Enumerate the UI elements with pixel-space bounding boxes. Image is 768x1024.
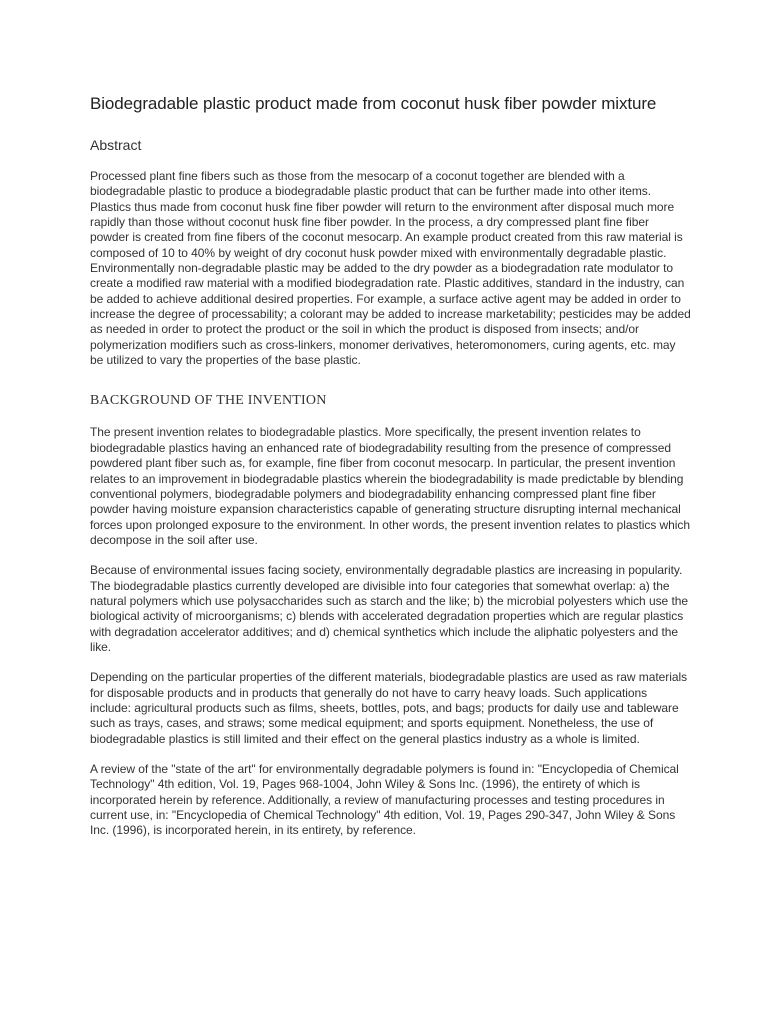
abstract-text: Processed plant fine fibers such as those from the mesocarp of a coconut together are blended with a biodegradable plastic to produce a biodegradable plastic product that can be further made into other items. Plastics thus made from coconut husk fine fiber powder will return to the environment after disposal much more rapidly than those without coconut husk fine fiber powder. In the process, a dry compressed plant fine fiber powder is created from fine fibers of the coconut mesocarp. An example product created from this raw material is composed of 10 to 40% by weight of dry coconut husk powder mixed with environmentally degradable plastic. Environmentally non-degradable plastic may be added to the dry powder as a biodegradation rate modulator to create a modified raw material with a modified biodegradation rate. Plastic additives, standard in the industry, can be added to achieve additional desired properties. For example, a surface active agent may be added in order to increase the degree of processability; a colorant may be added to increase marketability; pesticides may be added as needed in order to protect the product or the soil in which the product is disposed from insects; and/or polymerization modifiers such as cross-linkers, monomer derivatives, heteromonomers, curing agents, etc. may be utilized to vary the properties of the base plastic. — [90, 169, 691, 368]
background-paragraph: The present invention relates to biodegradable plastics. More specifically, the present invention relates to biodegradable plastics having an enhanced rate of biodegradability resulting from the presence of compressed powdered plant fiber such as, for example, fine fiber from coconut mesocarp. In particular, the present invention relates to an improvement in biodegradable plastics wherein the biodegradability is made predictable by blending conventional polymers, biodegradable polymers and biodegradability enhancing compressed plant fine fiber powder having moisture expansion characteristics capable of generating structure disrupting internal mechanical forces upon prolonged exposure to the environment. In other words, the present invention relates to plastics which decompose in the soil after use. — [90, 425, 690, 547]
background-heading: BACKGROUND OF THE INVENTION — [90, 393, 327, 409]
background-paragraph: Because of environmental issues facing society, environmentally degradable plastics are increasing in popularity. The biodegradable plastics currently developed are divisible into four categories that somewhat overlap: a) the natural polymers which use polysaccharides such as starch and the like; b) the microbial polyesters which use the biological activity of microorganisms; c) blends with accelerated degradation properties which are regular plastics with degradation accelerator additives; and d) chemical synthetics which include the aliphatic polyesters and the like. — [90, 563, 688, 654]
abstract-heading: Abstract — [90, 137, 142, 153]
document-title: Biodegradable plastic product made from coconut husk fiber powder mixture — [90, 94, 657, 113]
background-paragraph: Depending on the particular properties of the different materials, biodegradable plastics are used as raw materials for disposable products and in products that generally do not have to carry heavy loads. Such applications include: agricultural products such as films, sheets, bottles, pots, and bags; products for daily use and tableware such as trays, cases, and straws; some medical equipment; and sports equipment. Nonetheless, the use of biodegradable plastics is still limited and their effect on the general plastics industry as a whole is limited. — [90, 670, 688, 746]
background-paragraph: A review of the "state of the art" for environmentally degradable polymers is found in: "Encyclopedia of Chemical Technology" 4th edition, Vol. 19, Pages 968-1004, John Wiley & Sons Inc. (1996), the entirety of which is incorporated herein by reference. Additionally, a review of manufacturing processes and testing procedures in current use, in: "Encyclopedia of Chemical Technology" 4th edition, Vol. 19, Pages 290-347, John Wiley & Sons Inc. (1996), is incorporated herein, in its entirety, by reference. — [90, 762, 679, 838]
